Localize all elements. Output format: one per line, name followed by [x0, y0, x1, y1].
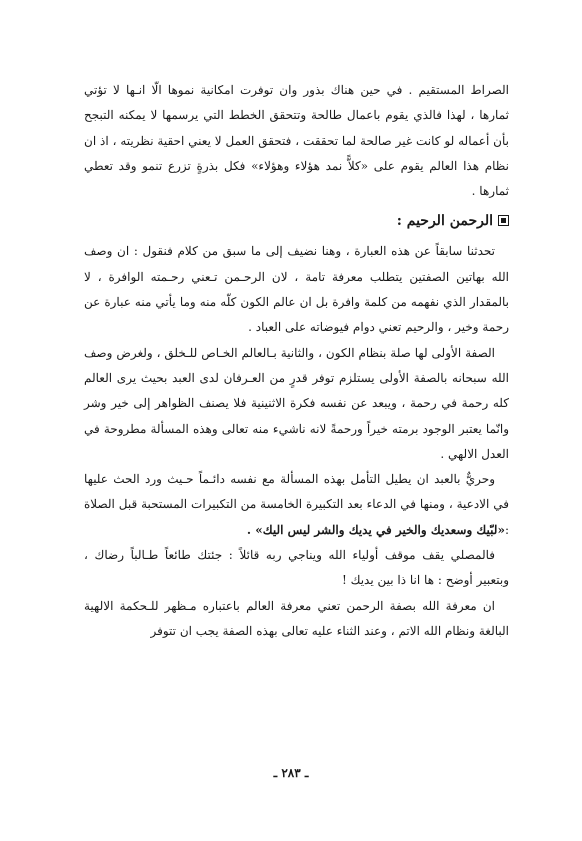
paragraph-4: فالمصلي يقف موقف أولياء الله ويناجي ربه قائلاً : جئتك طائعاً طـالباً رضاك ، وبتعبير أوضح : ها انا ذا بين يديك ! — [84, 548, 509, 588]
paragraph-intro: الصراط المستقيم . في حين هناك بذور وان توفرت امكانية نموها الّا انـها لا تؤتي ثمارها ، لهذا فالذي يقوم باعمال طالحة وتتحقق الخطط التي يرسمها لا يمكنه التبجح بأن أعماله لو كانت غير صالحة لما تحققت ، فتحقق العمل لا يعني احقية نظريته ، اذ ان نظام هذا العالم يقوم على «كلاًّ نمد هؤلاء وهؤلاء» فكل بذرةٍ تزرع تنمو وقد تعطي ثمارها . — [84, 83, 509, 199]
page-number: ـ ٢٨٣ ـ — [273, 766, 309, 780]
square-bullet-icon — [498, 215, 509, 226]
paragraph-3-text: وحريٌّ بالعبد ان يطيل التأمل بهذه المسألة مع نفسه دائـماً حـيث ورد الحث عليها في الادعية ، ومنها في الدعاء بعد التكبيرة الخامسة من التكبيرات المستحبة قبل الصلاة : — [84, 472, 509, 537]
paragraph-3 — [84, 467, 509, 543]
paragraph-1: تحدثنا سابقاً عن هذه العبارة ، وهنا نضيف إلى ما سبق من كلام فنقول : ان وصف الله بهاتين الصفتين يتطلب معرفة تامة ، لان الرحـمن تـعني رحـمته الوافرة ، لا بالمقدار الذي نفهمه من كلمة وافرة بل ان عالم الكون كلّه منه وما يأتي منه عبارة عن رحمة وخير ، والرحيم تعني دوام فيوضاته على العباد . — [84, 244, 509, 335]
paragraph-2: الصفة الأولى لها صلة بنظام الكون ، والثانية بـالعالم الخـاص للـخلق ، ولغرض وصف الله سبحانه بالصفة الأولى يستلزم توفر قدرٍ من العـرفان لدى العبد بحيث يرى العالم كله رحمة في رحمة ، ويبعد عن نفسه فكرة الاثنينية فلا يصنف الظواهر إلى خير وشر وانّما يعتبر الوجود برمته خيراً ورحمةً لانه ناشيء منه تعالى وهذه المسألة مطروحة في العدل الالهي . — [84, 345, 509, 461]
section-heading — [84, 209, 509, 233]
prayer-quote: «لبّيك وسعديك والخير في يديك والشر ليس اليك» . — [246, 522, 505, 537]
paragraph-5: ان معرفة الله بصفة الرحمن تعني معرفة العالم باعتباره مـظهر للـحكمة الالهية البالغة ونظام الله الاتم ، وعند الثناء عليه تعالى بهذه الصفة يجب ان تتوفر — [84, 598, 509, 638]
page-body — [84, 78, 509, 818]
section-heading-text: الرحمن الرحيم : — [396, 213, 493, 230]
